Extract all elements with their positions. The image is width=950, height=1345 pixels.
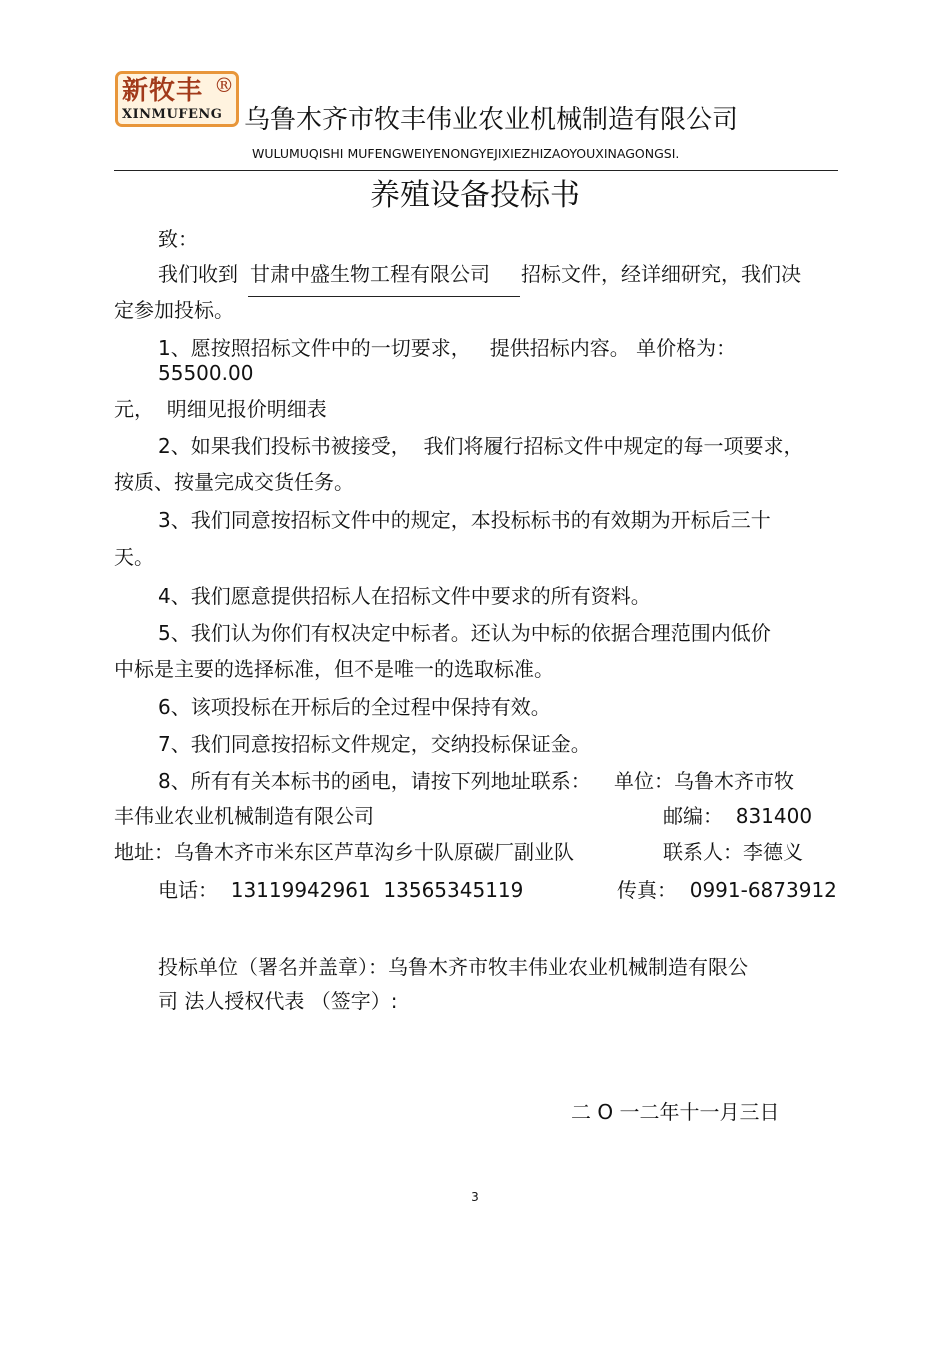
item-1: 1、愿按照招标文件中的一切要求， 提供招标内容。 单价格为： (158, 336, 737, 360)
company-name-chinese: 乌鲁木齐市牧丰伟业农业机械制造有限公司 (244, 105, 739, 135)
bidder-signature: 投标单位（署名并盖章）：乌鲁木齐市牧丰伟业农业机械制造有限公 (158, 955, 748, 979)
fill-in-underline (248, 296, 520, 297)
item-3-cont: 天。 (114, 545, 154, 569)
intro-text-b: 招标文件，经详细研究，我们决 (521, 262, 801, 286)
item-7: 7、我们同意按招标文件规定，交纳投标保证金。 (158, 732, 591, 756)
item-5-cont: 中标是主要的选择标准，但不是唯一的选取标准。 (114, 657, 554, 681)
tendering-company: 甘肃中盛生物工程有限公司 (250, 262, 490, 286)
intro-text-line2: 定参加投标。 (114, 298, 234, 322)
registered-trademark-icon: ® (214, 73, 234, 97)
contact-unit: 单位：乌鲁木齐市牧 (614, 769, 794, 793)
item-6: 6、该项投标在开标后的全过程中保持有效。 (158, 695, 551, 719)
item-3: 3、我们同意按招标文件中的规定，本投标标书的有效期为开标后三十 (158, 508, 771, 532)
logo-english-text: XINMUFENG (122, 107, 223, 122)
address: 地址：乌鲁木齐市米东区芦草沟乡十队原碳厂副业队 (114, 840, 574, 864)
contact-unit-cont: 丰伟业农业机械制造有限公司 (114, 804, 374, 828)
item-8: 8、所有有关本标书的函电，请按下列地址联系： (158, 769, 591, 793)
salutation: 致： (158, 227, 198, 251)
unit-price: 55500.00 (158, 361, 254, 385)
page-number: 3 (471, 1190, 479, 1204)
item-2: 2、如果我们投标书被接受， 我们将履行招标文件中规定的每一项要求， (158, 434, 804, 458)
signing-date: 二 O 一二年十一月三日 (571, 1100, 780, 1124)
phone: 电话： 13119942961 13565345119 (158, 878, 524, 902)
item-2-cont: 按质、按量完成交货任务。 (114, 470, 354, 494)
fax: 传真： 0991-6873912 (617, 878, 837, 902)
company-logo (115, 71, 239, 127)
document-title: 养殖设备投标书 (370, 178, 580, 213)
header-divider (114, 170, 838, 171)
intro-text-a: 我们收到 (158, 262, 238, 286)
company-name-pinyin: WULUMUQISHI MUFENGWEIYENONGYEJIXIEZHIZAOYOUXINAGONGSI. (252, 146, 680, 161)
contact-person: 联系人：李德义 (663, 840, 803, 864)
item-5: 5、我们认为你们有权决定中标者。还认为中标的依据合理范围内低价 (158, 621, 771, 645)
item-1-currency: 元， 明细见报价明细表 (114, 397, 327, 421)
postcode: 邮编： 831400 (663, 804, 813, 828)
item-4: 4、我们愿意提供招标人在招标文件中要求的所有资料。 (158, 584, 651, 608)
logo-chinese-text: 新牧丰 (122, 76, 204, 106)
authorized-representative: 司 法人授权代表 （签字）: (158, 989, 398, 1013)
